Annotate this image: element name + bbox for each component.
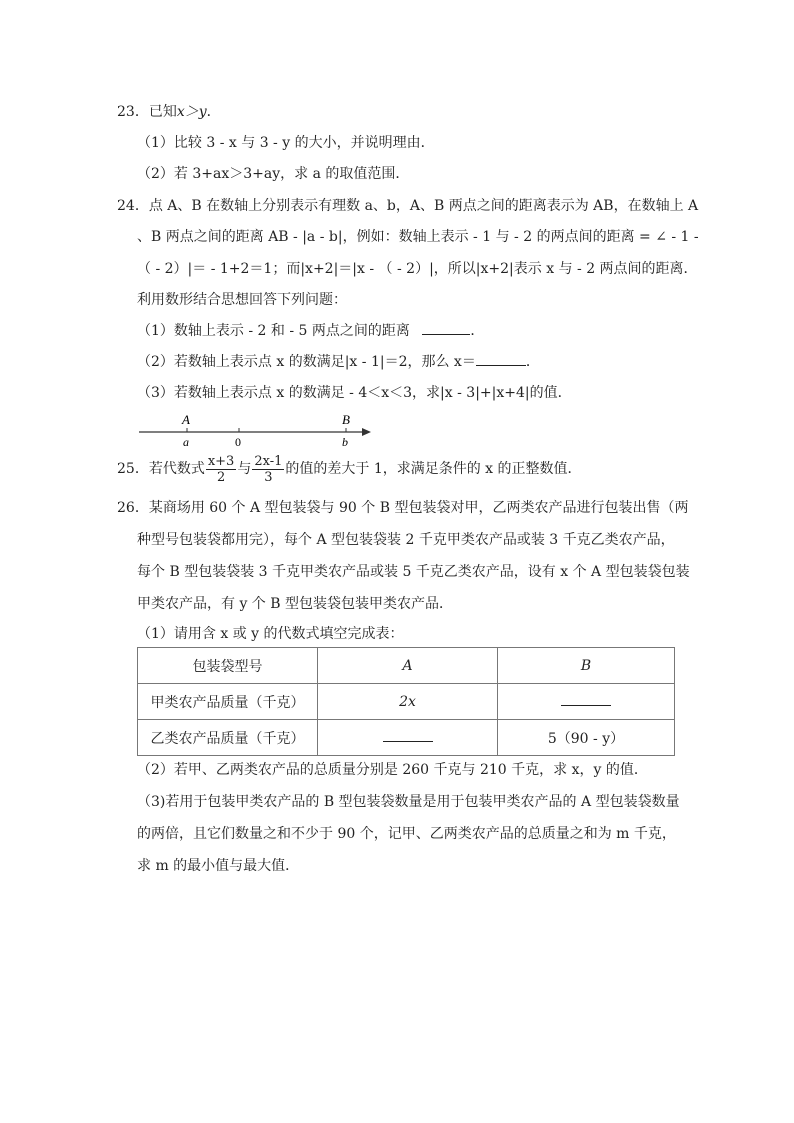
- label-zero: 0: [235, 435, 241, 449]
- q26-line1: 26．某商场用 60 个 A 型包装袋与 90 个 B 型包装袋对甲，乙两类农产品进行包装出售（两: [117, 500, 689, 516]
- label-a: a: [183, 435, 189, 449]
- q26-part3-line3: 求 m 的最小值与最大值．: [137, 858, 300, 874]
- q26-part1: （1）请用含 x 或 y 的代数式填空完成表：: [137, 626, 404, 642]
- q26-part2: （2）若甲、乙两类农产品的总质量分别是 260 千克与 210 千克，求 x，y 的值．: [137, 762, 648, 778]
- table-row: [138, 684, 675, 720]
- fraction-1: $\frac{x+3}{2}$: [207, 453, 235, 485]
- q24-part3: （3）若数轴上表示点 x 的数满足 - 4＜x＜3，求|x - 3|+|x+4|的值．: [137, 385, 572, 401]
- packing-table: [137, 647, 675, 756]
- table-header-cell: A: [318, 648, 498, 684]
- table-cell: 2x: [318, 684, 498, 720]
- q23-part2: （2）若 3+ax＞3+ay，求 a 的取值范围．: [137, 166, 410, 182]
- table-cell: 乙类农产品质量（千克）: [138, 720, 318, 756]
- q26-line4: 甲类农产品，有 y 个 B 型包装袋包装甲类农产品．: [137, 596, 453, 612]
- answer-blank[interactable]: [476, 353, 526, 366]
- q24-line4: 利用数形结合思想回答下列问题：: [137, 292, 347, 308]
- answer-blank[interactable]: [383, 729, 433, 742]
- q25-stem: 25．若代数式 $\frac{x+3}{2}$ 与 $\frac{2x-1}{3}$ 的值的差大于 1，求满足条件的 x 的正整数值．: [117, 453, 582, 485]
- q26-line3: 每个 B 型包装袋装 3 千克甲类农产品或装 5 千克乙类农产品，设有 x 个 A 型包装袋包装: [137, 564, 690, 580]
- q26-part3-line2: 的两倍，且它们数量之和不少于 90 个，记甲、乙两类农产品的总质量之和为 m 千克，: [137, 826, 676, 842]
- axis-arrow-icon: [362, 428, 371, 436]
- label-b: b: [342, 435, 348, 449]
- answer-blank[interactable]: [422, 322, 470, 335]
- q24-line2: 、B 两点之间的距离 AB - |a - b|，例如：数轴上表示 - 1 与 - 2 的两点间的距离 = ∠ - 1 -: [137, 229, 699, 245]
- q24-part1: （1）数轴上表示 - 2 和 - 5 两点之间的距离 ．: [137, 323, 485, 339]
- label-point-A: A: [182, 412, 190, 427]
- table-cell: [318, 720, 498, 756]
- number-line-figure: [137, 410, 377, 450]
- table-row: [138, 648, 675, 684]
- label-point-B: B: [342, 412, 350, 427]
- table-header-cell: 包装袋型号: [138, 648, 318, 684]
- table-header-cell: B: [498, 648, 675, 684]
- fraction-2: $\frac{2x-1}{3}$: [254, 453, 283, 485]
- q24-line1: 24．点 A、B 在数轴上分别表示有理数 a、b，A、B 两点之间的距离表示为 AB，在数轴上 A: [117, 198, 699, 214]
- q23-stem: 23．已知x＞y．: [117, 104, 221, 120]
- q26-part3-line1: （3)若用于包装甲类农产品的 B 型包装袋数量是用于包装甲类农产品的 A 型包装袋数量: [137, 794, 680, 810]
- q24-part2: （2）若数轴上表示点 x 的数满足|x - 1|＝2，那么 x＝ ．: [137, 354, 540, 370]
- table-cell: 甲类农产品质量（千克）: [138, 684, 318, 720]
- answer-blank[interactable]: [561, 693, 611, 706]
- q26-line2: 种型号包装袋都用完），每个 A 型包装袋装 2 千克甲类农产品或装 3 千克乙类农产品，: [137, 532, 675, 548]
- table-cell: [498, 684, 675, 720]
- q23-part1: （1）比较 3 - x 与 3 - y 的大小，并说明理由．: [137, 135, 435, 151]
- q24-line3: （ - 2）|＝ - 1+2＝1；而|x+2|＝|x - （ - 2）|，所以|x+2|表示 x 与 - 2 两点间的距离．: [137, 261, 698, 277]
- table-row: [138, 720, 675, 756]
- table-cell: 5（90 - y）: [498, 720, 675, 756]
